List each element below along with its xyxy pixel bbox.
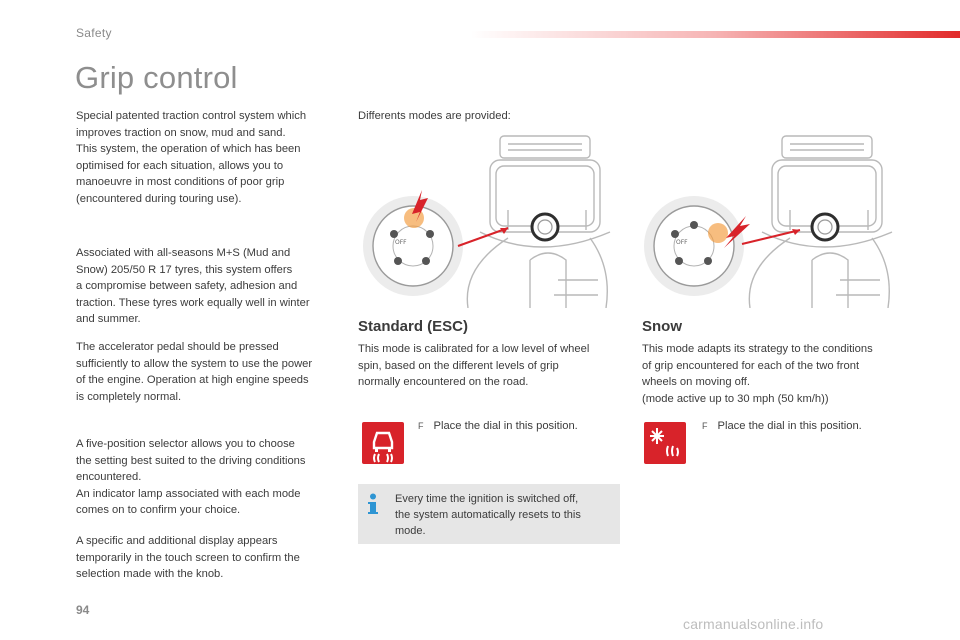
text-line: This system, the operation of which has been	[76, 143, 301, 155]
text-line: encountered.	[76, 471, 142, 483]
esc-car-graphic	[362, 422, 404, 464]
text-line: An indicator lamp associated with each mode	[76, 487, 301, 500]
text-line: selection made with the knob.	[76, 568, 224, 580]
console-drawing-standard	[358, 130, 620, 308]
dial-off-label: OFF	[395, 239, 407, 246]
snowflake-traction-icon	[644, 422, 686, 464]
text-line: normally encountered on the road.	[358, 376, 529, 388]
text-line: spin, based on the different levels of grip	[358, 359, 559, 372]
tyres-paragraph	[76, 245, 346, 328]
text-line: Every time the ignition is switched off,	[395, 493, 579, 505]
text-line: improves traction on snow, mud and sand.	[76, 126, 286, 139]
modes-intro: Differents modes are provided:	[358, 110, 511, 122]
text-line: traction. These tyres work equally well in winter	[76, 296, 310, 309]
text-line: comes on to confirm your choice.	[76, 504, 241, 516]
text-line: is completely normal.	[76, 390, 182, 403]
text-line: Associated with all-seasons M+S (Mud and	[76, 247, 291, 259]
text-line: and summer.	[76, 313, 141, 325]
text-line: optimised for each situation, allows you to	[76, 159, 284, 172]
intro-paragraph	[76, 108, 346, 207]
text-line: sufficiently to allow the system to use the power	[76, 357, 313, 370]
text-line: A specific and additional display appears	[76, 535, 278, 547]
console-drawing-snow	[642, 130, 904, 308]
page-title: Grip control	[75, 60, 238, 95]
standard-description	[358, 341, 620, 391]
console-illustration-standard	[358, 130, 620, 308]
text-line: of grip encountered for each of the two front	[642, 359, 860, 372]
text-line: mode.	[395, 525, 426, 537]
text-line: This mode adapts its strategy to the conditions	[642, 343, 873, 355]
watermark: carmanualsonline.info	[683, 616, 824, 632]
snow-mode-graphic	[644, 422, 686, 464]
standard-heading: Standard (ESC)	[358, 318, 469, 335]
accelerator-paragraph	[76, 339, 346, 405]
dial-off-label: OFF	[676, 239, 688, 246]
text-line: Snow) 205/50 R 17 tyres, this system offers	[76, 263, 293, 276]
bullet-mark: F	[702, 421, 708, 431]
console-illustration-snow	[642, 130, 904, 308]
bullet-mark: F	[418, 421, 424, 431]
text-line: temporarily in the touch screen to confirm the	[76, 551, 300, 564]
info-box	[358, 484, 620, 544]
text-line: The accelerator pedal should be pressed	[76, 341, 279, 353]
header-accent-bar	[470, 31, 960, 38]
display-paragraph	[76, 533, 346, 583]
text-line: the system automatically resets to this	[395, 509, 581, 521]
info-icon-graphic	[365, 493, 379, 515]
text-line: a compromise between safety, adhesion and	[76, 280, 298, 292]
text-line: manoeuvre in most conditions of poor grip	[76, 176, 285, 188]
text-line: (mode active up to 30 mph (50 km/h))	[642, 392, 829, 405]
text-line: the setting best suited to the driving conditions	[76, 454, 306, 467]
text-line: This mode is calibrated for a low level of wheel	[358, 343, 590, 355]
info-text	[395, 491, 613, 539]
snow-heading: Snow	[642, 318, 682, 335]
bullet-text: Place the dial in this position.	[433, 420, 578, 432]
standard-instruction	[418, 420, 578, 432]
esc-car-icon	[362, 422, 404, 464]
text-line: of the engine. Operation at high engine speeds	[76, 374, 309, 386]
page-number: 94	[76, 603, 90, 617]
text-line: A five-position selector allows you to choose	[76, 438, 295, 450]
text-line: Special patented traction control system which	[76, 110, 307, 122]
bullet-text: Place the dial in this position.	[717, 420, 862, 432]
text-line: wheels on moving off.	[642, 376, 751, 388]
snow-instruction	[702, 420, 862, 432]
text-line: (encountered during touring use).	[76, 192, 242, 205]
info-icon	[365, 493, 379, 515]
selector-paragraph	[76, 436, 346, 519]
section-label: Safety	[76, 26, 112, 40]
snow-description	[642, 341, 912, 407]
